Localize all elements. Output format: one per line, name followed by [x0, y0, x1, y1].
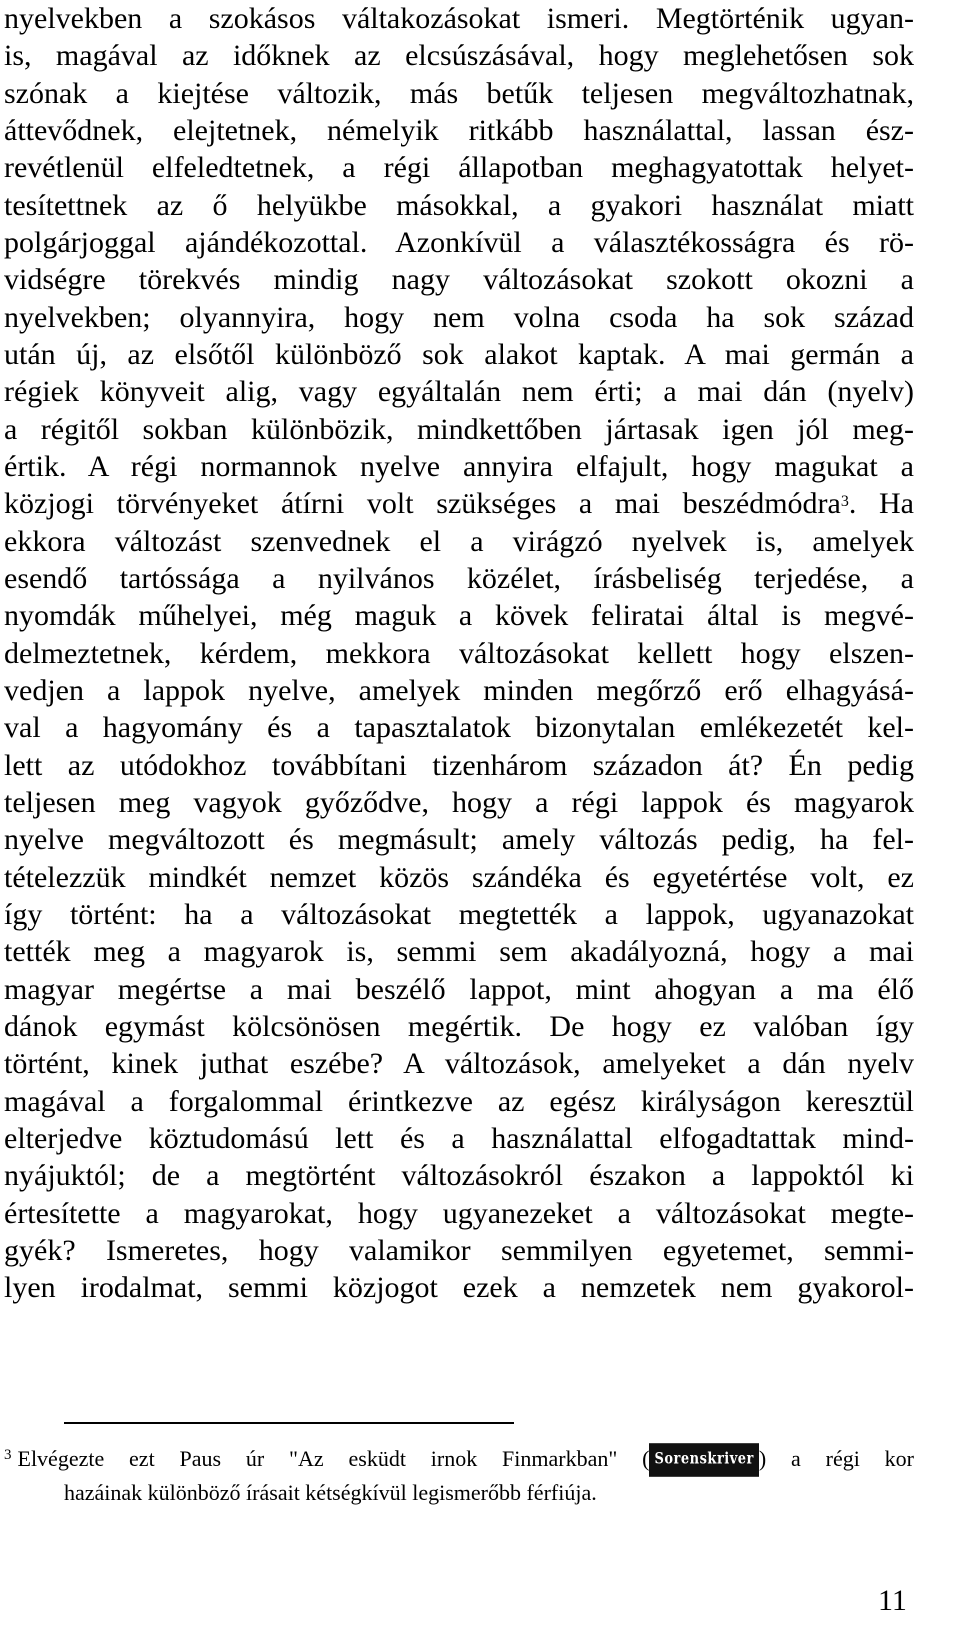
body-line-25: így történt: ha a változásokat megtették a lappok, ugyanazokat	[4, 898, 914, 931]
body-line-9: nyelvekben; olyannyira, hogy nem volna csoda ha sok század	[4, 301, 914, 334]
body-line-31: elterjedve köztudomású lett és a használattal elfogadtattak mind-	[4, 1122, 914, 1155]
body-line-5: revétlenül elfeledtetnek, a régi állapotban meghagyatottak helyet-	[4, 151, 914, 184]
body-line-19: vedjen a lappok nyelve, amelyek minden megőrző erő elhagyásá-	[4, 674, 914, 707]
body-line-20: val a hagyomány és a tapasztalatok bizonytalan emlékezetét kel-	[4, 711, 914, 744]
body-line-16: esendő tartóssága a nyilvános közélet, írásbeliség terjedése, a	[4, 562, 914, 595]
body-line-27: magyar megértse a mai beszélő lappot, mint ahogyan a ma élő	[4, 973, 914, 1006]
body-line-7: polgárjoggal ajándékozottal. Azonkívül a választékosságra és rö-	[4, 226, 914, 259]
body-line-28: dánok egymást kölcsönösen megértik. De hogy ez valóban így	[4, 1010, 914, 1043]
footnote-text-after: ) a régi kor	[758, 1446, 914, 1471]
body-line-17: nyomdák műhelyei, még maguk a kövek feliratai által is megvé-	[4, 599, 914, 632]
body-line-6: tesítettnek az ő helyükbe másokkal, a gyakori használat miatt	[4, 189, 914, 222]
body-line-3: szónak a kiejtése változik, más betűk teljesen megváltozhatnak,	[4, 77, 914, 110]
body-line-1: nyelvekben a szokásos váltakozásokat ismeri. Megtörténik ugyan-	[4, 2, 914, 35]
body-line-12: a régitől sokban különbözik, mindkettőben jártasak igen jól meg-	[4, 413, 914, 446]
page-number: 11	[878, 1584, 907, 1617]
footnote-text-before: Elvégezte ezt Paus úr "Az esküdt irnok Finmarkban" (	[17, 1446, 650, 1471]
body-line-29: történt, kinek juthat eszébe? A változások, amelyeket a dán nyelv	[4, 1047, 914, 1080]
body-line-21: lett az utódokhoz továbbítani tizenhárom századon át? Én pedig	[4, 749, 914, 782]
body-line-30: magával a forgalommal érintkezve az egész királyságon keresztül	[4, 1085, 914, 1118]
body-line-32: nyájuktól; de a megtörtént változásokról északon a lappoktól ki	[4, 1159, 914, 1192]
body-line-10: után új, az elsőtől különböző sok alakot kaptak. A mai germán a	[4, 338, 914, 371]
body-line-22: teljesen meg vagyok győződve, hogy a régi lappok és magyarok	[4, 786, 914, 819]
footnote-reference: 3	[840, 493, 849, 510]
body-line-18: delmeztetnek, kérdem, mekkora változásokat kellett hogy elszen-	[4, 637, 914, 670]
body-line-14-text: közjogi törvényeket átírni volt szükséges a mai beszédmódra	[4, 487, 841, 520]
body-line-24: tételezzük mindkét nemzet közös szándéka és egyetértése volt, ez	[4, 861, 914, 894]
body-line-14	[4, 487, 914, 523]
footnote-separator	[64, 1422, 514, 1424]
blackletter-word-image: Sorenskriver	[649, 1443, 758, 1477]
body-line-23: nyelve megváltozott és megmásult; amely változás pedig, ha fel-	[4, 823, 914, 856]
body-line-2: is, magával az időknek az elcsúszásával, hogy meglehetősen sok	[4, 39, 914, 72]
body-line-35: lyen irodalmat, semmi közjogot ezek a nemzetek nem gyakorol-	[4, 1271, 914, 1304]
body-line-11: régiek könyveit alig, vagy egyáltalán nem érti; a mai dán (nyelv)	[4, 375, 914, 408]
body-line-33: értesítette a magyarokat, hogy ugyanezeket a változásokat megte-	[4, 1197, 914, 1230]
body-line-15: ekkora változást szenvednek el a virágzó nyelvek is, amelyek	[4, 525, 914, 558]
footnote-marker: 3	[4, 1447, 12, 1463]
body-line-13: értik. A régi normannok nyelve annyira elfajult, hogy magukat a	[4, 450, 914, 483]
body-line-14-tail: . Ha	[848, 487, 914, 520]
footnote-line-1	[4, 1446, 914, 1477]
body-line-4: áttevődnek, elejtetnek, némelyik ritkább használattal, lassan ész-	[4, 114, 914, 147]
body-line-26: tették meg a magyarok is, semmi sem akadályozná, hogy a mai	[4, 935, 914, 968]
body-line-8: vidségre törekvés mindig nagy változásokat szokott okozni a	[4, 263, 914, 296]
body-line-34: gyék? Ismeretes, hogy valamikor semmilyen egyetemet, semmi-	[4, 1234, 914, 1267]
footnote-line-2: hazáinak különböző írásait kétségkívül legismerőbb férfiúja.	[64, 1480, 597, 1505]
